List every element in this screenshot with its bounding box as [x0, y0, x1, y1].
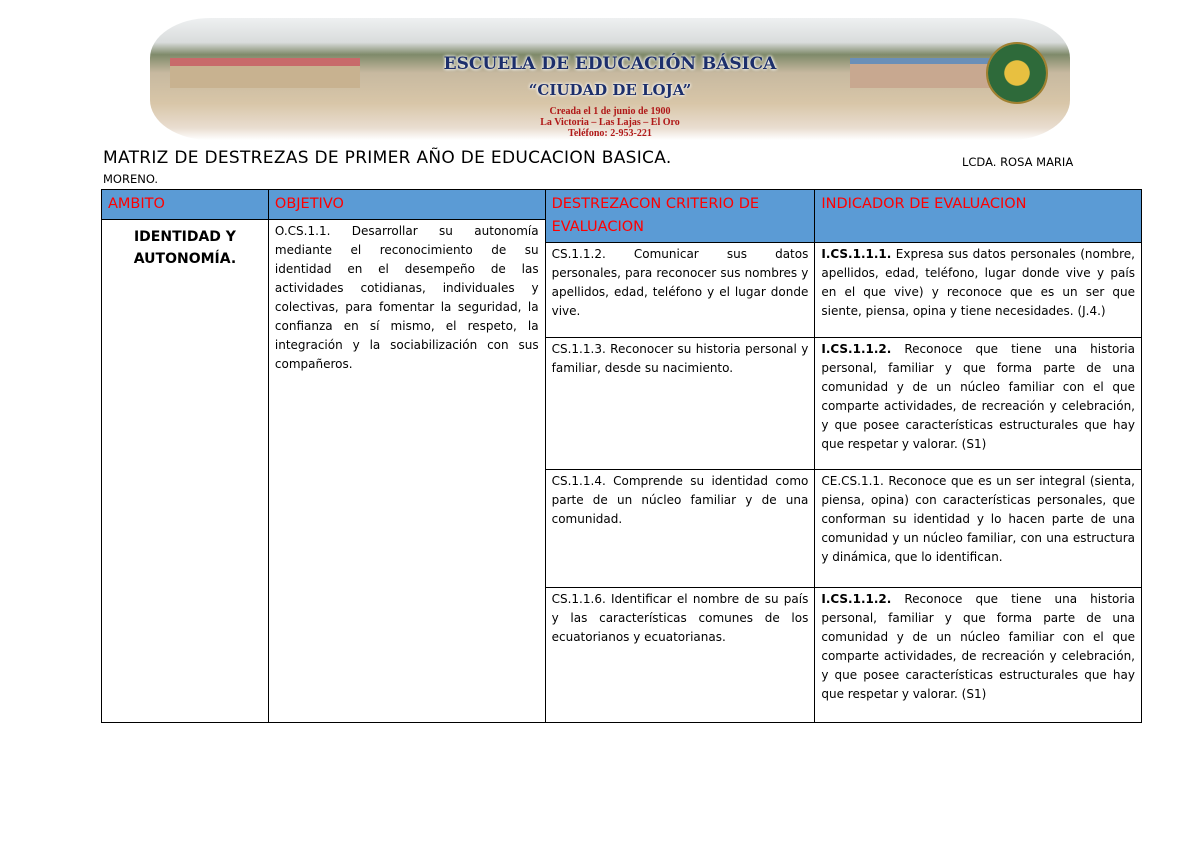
destreza-cell: CS.1.1.6. Identificar el nombre de su país y las características comunes de los ecuatorianos y ecuatorianas.	[545, 588, 815, 723]
indicator-text: Reconoce que tiene una historia personal, familiar y que forma parte de una comunidad y de un núcleo familiar con el que comparte actividades, de recreación y celebración, y que posee características estructurales que hay que respetar y valorar. (S1)	[821, 342, 1135, 451]
school-name: “CIUDAD DE LOJA”	[528, 81, 692, 99]
school-location: La Victoria – Las Lajas – El Oro	[540, 117, 680, 128]
header-objetivo: OBJETIVO	[268, 190, 545, 220]
indicator-code: CE.CS.1.1.	[821, 474, 884, 488]
destreza-cell: CS.1.1.2. Comunicar sus datos personales, para reconocer sus nombres y apellidos, edad, teléfono y el lugar donde vive.	[545, 243, 815, 338]
school-phone: Teléfono: 2-953-221	[568, 128, 652, 139]
destreza-cell: CS.1.1.3. Reconocer su historia personal y familiar, desde su nacimiento.	[545, 338, 815, 470]
page-title: MATRIZ DE DESTREZAS DE PRIMER AÑO DE EDUCACION BASICA.	[103, 148, 672, 168]
school-type: ESCUELA DE EDUCACIÓN BÁSICA	[443, 54, 777, 74]
school-founded: Creada el 1 de junio de 1900	[549, 106, 671, 117]
author-line-1: LCDA. ROSA MARIA	[962, 155, 1074, 169]
indicator-text: Reconoce que tiene una historia personal, familiar y que forma parte de una comunidad y de un núcleo familiar con el que comparte actividades, de recreación y celebración, y que posee características estructurales que hay que respetar y valorar. (S1)	[821, 592, 1135, 701]
indicator-code: I.CS.1.1.2.	[821, 592, 892, 606]
indicator-code: I.CS.1.1.1.	[821, 247, 892, 261]
indicator-code: I.CS.1.1.2.	[821, 342, 892, 356]
destreza-cell: CS.1.1.4. Comprende su identidad como parte de un núcleo familiar y de una comunidad.	[545, 470, 815, 588]
author-line-2: MORENO.	[103, 172, 159, 186]
indicador-cell	[815, 588, 1142, 723]
header-ambito: AMBITO	[102, 190, 269, 220]
school-seal-icon	[986, 42, 1048, 104]
skills-matrix-table	[101, 189, 1142, 723]
indicator-text: Expresa sus datos personales (nombre, apellidos, edad, teléfono, lugar donde vive y país en el que vive) y reconoce que es un ser que siente, piensa, opina y tiene necesidades. (J.4.)	[821, 247, 1135, 318]
indicator-text: Reconoce que es un ser integral (sienta, piensa, opina) con características personales, que conforman su identidad y lo hacen parte de una comunidad y un núcleo familiar, con una estructura y dinámica, que lo identifican.	[821, 474, 1135, 564]
objetivo-cell: O.CS.1.1. Desarrollar su autonomía mediante el reconocimiento de su identidad en el desempeño de las actividades cotidianas, individuales y colectivas, para fomentar la seguridad, la confianza en sí mismo, el respeto, la integración y la sociabilización con sus compañeros.	[268, 220, 545, 723]
indicador-cell	[815, 338, 1142, 470]
ambito-cell: IDENTIDAD Y AUTONOMÍA.	[102, 220, 269, 723]
indicador-cell	[815, 470, 1142, 588]
indicador-cell	[815, 243, 1142, 338]
header-destreza: DESTREZACON CRITERIO DE EVALUACION	[545, 190, 815, 243]
school-banner	[150, 18, 1070, 140]
header-indicador: INDICADOR DE EVALUACION	[815, 190, 1142, 243]
